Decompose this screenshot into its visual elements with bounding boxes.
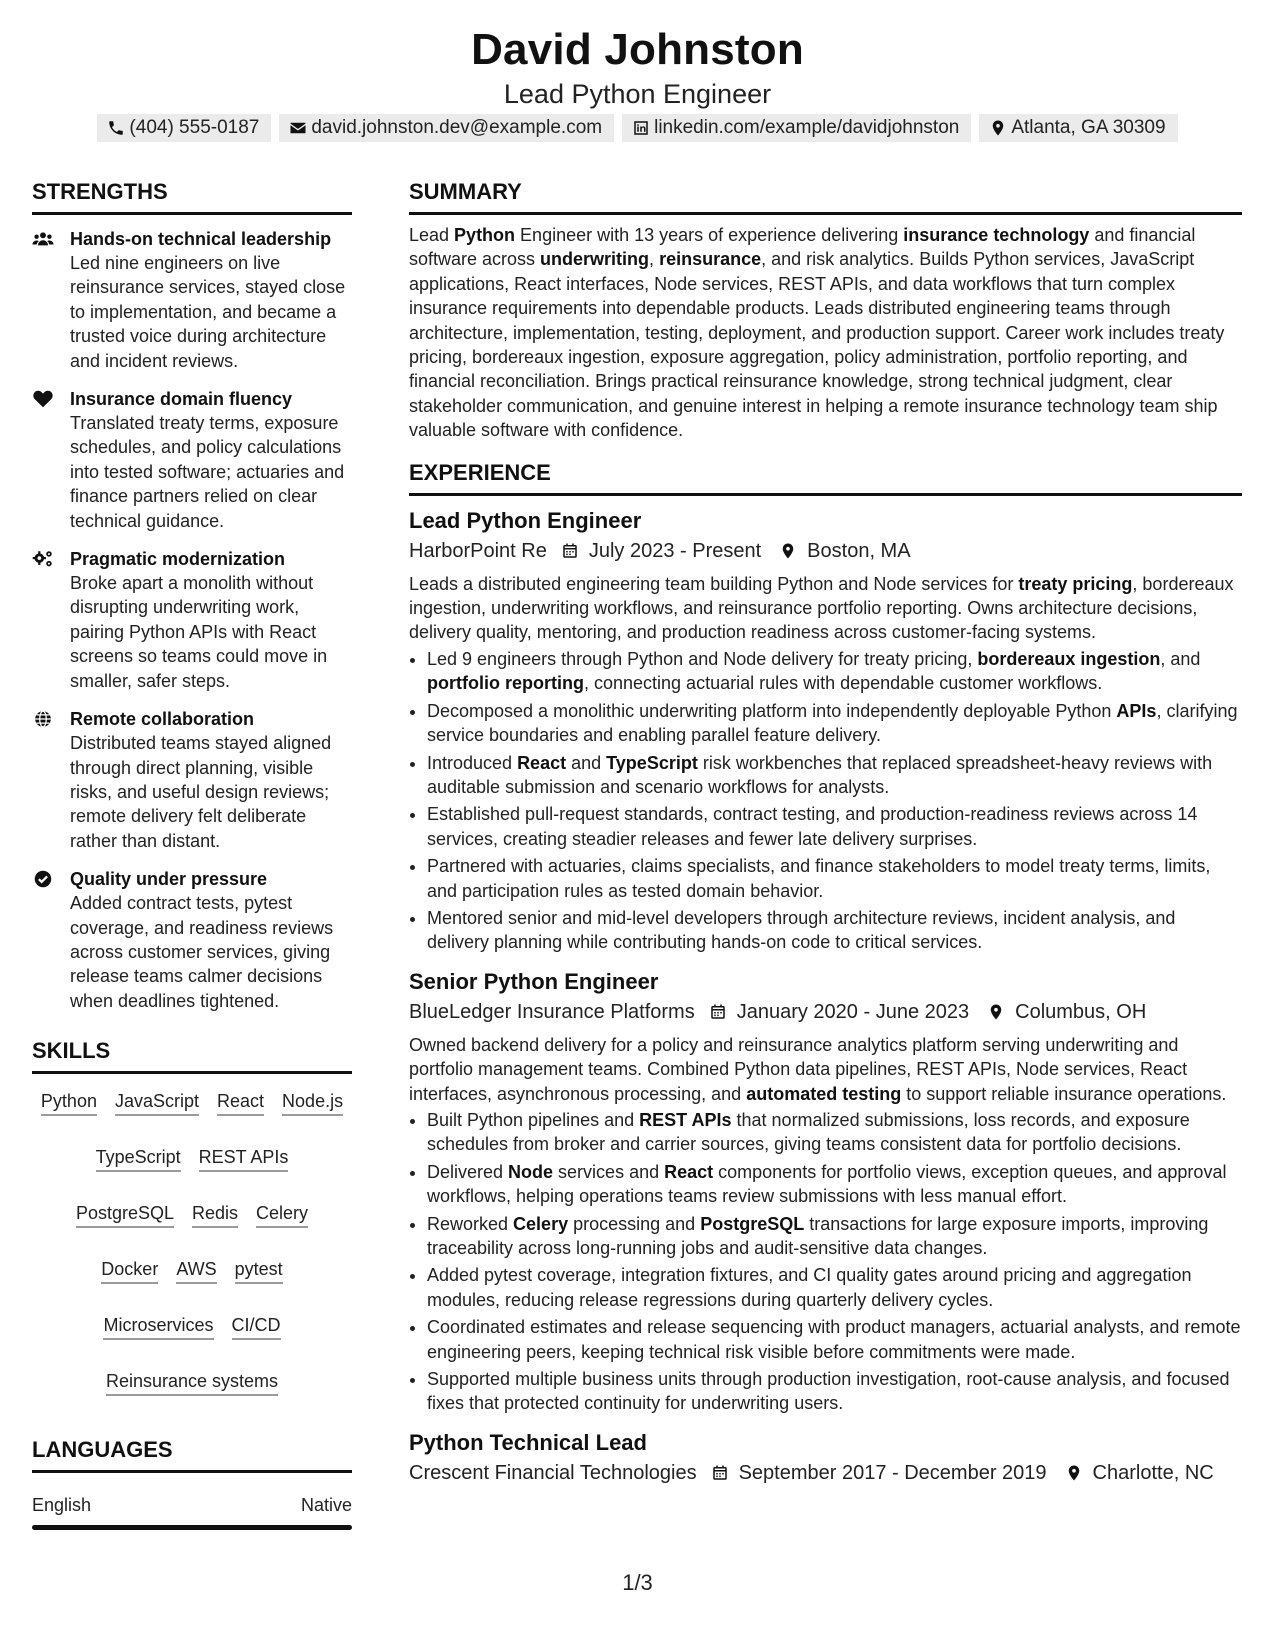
job-dates: January 2020 - June 2023 [736, 1000, 970, 1023]
skill-tag: pytest [235, 1256, 283, 1284]
job-meta [409, 536, 1242, 566]
page-number: 1/3 [622, 1570, 653, 1595]
skill-tag: Reinsurance systems [106, 1368, 278, 1396]
language-row [32, 1493, 352, 1517]
job-bullet: • Coordinated estimates and release sequencing with product managers, actuarial analysts, and remote engineering peers, keeping technical risk visible before commitments were made. [427, 1315, 1242, 1364]
job-location: Boston, MA [807, 539, 911, 562]
gears-icon [32, 549, 54, 569]
emphasis-text: React [517, 752, 567, 773]
emphasis-text: PostgreSQL [700, 1213, 805, 1234]
emphasis-text: TypeScript [606, 752, 698, 773]
strength-title: Remote collaboration [70, 709, 255, 730]
job-bullet: • Reworked Celery processing and PostgreSQL transactions for large exposure imports, improving traceability across long-running jobs and audit-sensitive data changes. [427, 1212, 1242, 1261]
phone-icon [107, 119, 125, 137]
job-company: HarborPoint Re [409, 539, 547, 562]
strength-title: Hands-on technical leadership [70, 229, 332, 249]
candidate-name: David Johnston [471, 25, 804, 74]
job-bullet: • Supported multiple business units through production investigation, root-cause analysis, and focused fixes that protected continuity for underwriting users. [427, 1367, 1242, 1416]
contact-phone[interactable] [97, 114, 271, 142]
job-bullet: • Built Python pipelines and REST APIs that normalized submissions, loss records, and exposure schedules from broker and carrier sources, giving teams consistent data for portfolio decisions. [427, 1108, 1242, 1157]
experience-heading: EXPERIENCE [409, 459, 1242, 496]
globe-icon [32, 709, 54, 729]
emphasis-text: treaty pricing [1018, 573, 1133, 594]
emphasis-text: reinsurance [659, 249, 762, 270]
strength-item [32, 227, 352, 373]
strength-item [32, 867, 352, 1013]
emphasis-text: React [664, 1161, 714, 1182]
skill-tag: Docker [101, 1256, 158, 1284]
emphasis-text: Python [454, 225, 516, 245]
map-pin-icon [779, 542, 797, 560]
job-location: Charlotte, NC [1092, 1461, 1214, 1484]
linkedin-text: linkedin.com/example/davidjohnston [654, 117, 960, 138]
calendar-icon [709, 1003, 727, 1021]
contact-location [979, 114, 1177, 142]
job-title: Python Technical Lead [409, 1429, 647, 1455]
job-entry [409, 506, 1242, 955]
skill-tag: PostgreSQL [76, 1200, 174, 1228]
location-text: Atlanta, GA 30309 [1011, 117, 1166, 138]
language-level-bar [32, 1525, 352, 1530]
strength-desc: Distributed teams stayed aligned through direct planning, visible risks, and useful design reviews; remote delivery felt deliberate rather than distant. [70, 733, 332, 851]
strength-title: Pragmatic modernization [70, 549, 286, 570]
map-pin-icon [989, 119, 1007, 137]
skill-tag: REST APIs [199, 1144, 289, 1172]
skill-tag: Redis [192, 1200, 238, 1228]
job-bullet: • Established pull-request standards, contract testing, and production-readiness reviews across 14 services, creating steadier releases and fewer late delivery surprises. [427, 802, 1242, 851]
contact-email[interactable] [279, 114, 614, 142]
job-bullet: • Led 9 engineers through Python and Node delivery for treaty pricing, bordereaux ingestion, and portfolio reporting, connecting actuarial rules with dependable customer workflows. [427, 647, 1242, 696]
strength-desc: Translated treaty terms, exposure schedules, and policy calculations into tested software; actuaries and finance partners relied on clear technical guidance. [70, 413, 345, 531]
languages-heading: LANGUAGES [32, 1436, 352, 1473]
emphasis-text: bordereaux ingestion [977, 648, 1161, 669]
job-meta [409, 997, 1242, 1027]
skill-tag: React [217, 1088, 264, 1116]
job-location: Columbus, OH [1015, 1000, 1147, 1023]
strength-title: Insurance domain fluency [70, 389, 293, 410]
summary-text: Lead Python Engineer with 13 years of experience delivering insurance technology and financial software across underwriting, reinsurance, and risk analytics. Builds Python services, JavaScript applications, React interfaces, Node services, REST APIs, and data workflows that turn complex insurance requirements into dependable products. Leads distributed engineering teams through architecture, implementation, testing, deployment, and production support. Career work includes treaty pricing, bordereaux ingestion, exposure aggregation, policy administration, portfolio reporting, and financial reconciliation. Brings practical reinsurance knowledge, strong technical judgment, clear stakeholder communication, and genuine interest in helping a remote insurance technology team ship valuable software with confidence. [409, 225, 1225, 441]
job-dates: July 2023 - Present [588, 539, 762, 562]
contact-bar [0, 114, 1275, 142]
strength-item [32, 547, 352, 693]
job-title: Senior Python Engineer [409, 968, 659, 994]
job-title: Lead Python Engineer [409, 507, 642, 533]
emphasis-text: REST APIs [639, 1109, 732, 1130]
map-pin-icon [1065, 1464, 1083, 1482]
emphasis-text: insurance technology [903, 225, 1090, 245]
map-pin-icon [987, 1003, 1005, 1021]
job-bullet: • Added pytest coverage, integration fixtures, and CI quality gates around pricing and aggregation modules, reducing release regressions during quarterly delivery cycles. [427, 1263, 1242, 1312]
job-bullet: • Delivered Node services and React components for portfolio views, exception queues, and approval workflows, helping operations teams review submissions with less manual effort. [427, 1160, 1242, 1209]
email-text: david.johnston.dev@example.com [311, 117, 603, 138]
contact-linkedin[interactable] [622, 114, 971, 142]
skill-tag: JavaScript [115, 1088, 199, 1116]
job-description: Owned backend delivery for a policy and reinsurance analytics platform serving underwriting and portfolio management teams. Combined Python data pipelines, REST APIs, Node services, React interfaces, asynchronous processing, and automated testing to support reliable insurance operations. [409, 1034, 1227, 1104]
job-bullets [409, 647, 1242, 955]
emphasis-text: Celery [513, 1213, 569, 1234]
job-description: Leads a distributed engineering team building Python and Node services for treaty pricing, bordereaux ingestion, underwriting workflows, and reinsurance portfolio reporting. Owns architecture decisions, delivery quality, mentoring, and production readiness across customer-facing systems. [409, 573, 1234, 643]
experience-list [409, 506, 1242, 1488]
skill-tag: Microservices [103, 1312, 213, 1340]
skill-tag: Celery [256, 1200, 308, 1228]
emphasis-text: portfolio reporting [427, 673, 584, 694]
users-icon [32, 229, 54, 249]
check-circle-icon [32, 869, 54, 889]
language-name: English [32, 1495, 92, 1516]
skill-tag: TypeScript [96, 1144, 181, 1172]
strength-desc: Led nine engineers on live reinsurance services, stayed close to implementation, and became a trusted voice during architecture and incident reviews. [70, 253, 346, 371]
strength-item [32, 707, 352, 853]
skill-tag: CI/CD [232, 1312, 281, 1340]
strengths-heading: STRENGTHS [32, 178, 352, 215]
language-level: Native [300, 1495, 352, 1516]
heart-icon [32, 389, 54, 409]
calendar-icon [711, 1464, 729, 1482]
strength-title: Quality under pressure [70, 869, 268, 890]
candidate-role: Lead Python Engineer [503, 79, 772, 109]
strength-desc: Broke apart a monolith without disrupting underwriting work, pairing Python APIs with React screens so teams could move in smaller, safer steps. [70, 573, 328, 691]
strengths-list [32, 227, 352, 1013]
linkedin-icon [632, 119, 650, 137]
strength-desc: Added contract tests, pytest coverage, and readiness reviews across customer services, giving release teams calmer decisions when deadlines tightened. [70, 893, 334, 1011]
skills-list [32, 1088, 352, 1396]
skill-tag: AWS [176, 1256, 216, 1284]
right-column [409, 178, 1242, 1488]
summary-heading: SUMMARY [409, 178, 1242, 215]
job-company: BlueLedger Insurance Platforms [409, 1000, 695, 1023]
envelope-icon [289, 119, 307, 137]
job-entry [409, 1428, 1242, 1488]
job-bullet: • Partnered with actuaries, claims specialists, and finance stakeholders to model treaty terms, limits, and participation rules as tested domain behavior. [427, 854, 1242, 903]
job-bullet: • Introduced React and TypeScript risk workbenches that replaced spreadsheet-heavy reviews with auditable submission and scenario workflows for analysts. [427, 751, 1242, 800]
phone-text: (404) 555-0187 [129, 117, 260, 138]
job-company: Crescent Financial Technologies [409, 1461, 697, 1484]
job-entry [409, 967, 1242, 1416]
strength-item [32, 387, 352, 533]
skills-heading: SKILLS [32, 1037, 352, 1074]
emphasis-text: APIs [1116, 700, 1157, 721]
skill-tag: Node.js [282, 1088, 343, 1116]
job-bullets [409, 1108, 1242, 1416]
resume-header [0, 22, 1275, 110]
job-meta [409, 1458, 1242, 1488]
skill-tag: Python [41, 1088, 97, 1116]
emphasis-text: Node [508, 1161, 554, 1182]
job-bullet: • Decomposed a monolithic underwriting platform into independently deployable Python APIs, clarifying service boundaries and enabling parallel feature delivery. [427, 699, 1242, 748]
job-dates: September 2017 - December 2019 [738, 1461, 1047, 1484]
calendar-icon [561, 542, 579, 560]
left-column [32, 178, 352, 1530]
emphasis-text: automated testing [746, 1083, 902, 1104]
emphasis-text: underwriting [540, 249, 650, 270]
job-bullet: • Mentored senior and mid-level developers through architecture reviews, incident analysis, and delivery planning while contributing hands-on code to critical services. [427, 906, 1242, 955]
